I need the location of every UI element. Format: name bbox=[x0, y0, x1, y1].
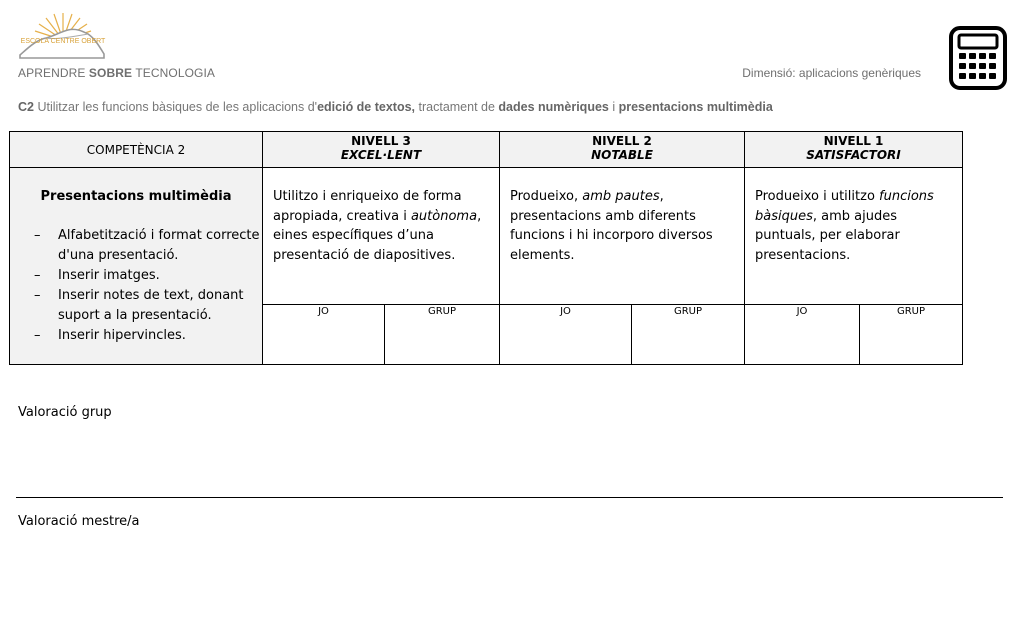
topic-cell bbox=[10, 168, 263, 365]
level-name: SATISFACTORI bbox=[806, 148, 901, 162]
level-3-description bbox=[263, 168, 500, 305]
self-label: JO bbox=[796, 306, 808, 317]
competence-code: C2 bbox=[18, 100, 34, 114]
level-name: NOTABLE bbox=[591, 148, 653, 162]
desc-text: Utilitzo i enriqueixo de forma apropiada, creativa i bbox=[273, 189, 462, 224]
level-name: EXCEL·LENT bbox=[340, 148, 422, 162]
list-item: – Alfabetització i format correcte d'una presentació. bbox=[10, 226, 262, 266]
level-number: NIVELL 1 bbox=[823, 134, 884, 148]
dimension-label: Dimensió: aplicacions genèriques bbox=[742, 66, 921, 80]
group-assessment-cell[interactable] bbox=[860, 305, 963, 365]
list-item: – Inserir imatges. bbox=[10, 266, 262, 286]
group-label: GRUP bbox=[673, 306, 703, 317]
competence-header: COMPETÈNCIA 2 bbox=[10, 132, 263, 168]
group-label: GRUP bbox=[427, 306, 457, 317]
desc-emphasis: amb pautes bbox=[582, 189, 660, 204]
self-assessment-cell[interactable] bbox=[263, 305, 385, 365]
group-assessment-cell[interactable] bbox=[385, 305, 500, 365]
list-item: – Inserir notes de text, donant suport a la presentació. bbox=[10, 286, 262, 326]
teacher-evaluation-label: Valoració mestre/a bbox=[18, 514, 140, 529]
statement-text: i bbox=[608, 100, 619, 114]
group-assessment-cell[interactable] bbox=[632, 305, 745, 365]
divider bbox=[16, 497, 1003, 498]
desc-emphasis: autònoma bbox=[410, 208, 478, 224]
brand-title bbox=[18, 66, 215, 80]
statement-bold: dades numèriques bbox=[498, 100, 609, 114]
list-item: – Inserir hipervincles. bbox=[10, 326, 262, 346]
brand-prefix: APRENDRE bbox=[18, 66, 89, 80]
self-assessment-cell[interactable] bbox=[745, 305, 860, 365]
self-label: JO bbox=[560, 306, 571, 317]
level-1-header bbox=[745, 132, 963, 168]
desc-text: , eines específiques d’una presentació de diapositives. bbox=[273, 208, 482, 263]
competence-statement bbox=[18, 100, 773, 114]
desc-text: , amb ajudes puntuals, per elaborar presentacions. bbox=[755, 208, 900, 263]
logo-lettering: ESCOLA CENTRE OBERT bbox=[20, 38, 106, 45]
group-evaluation-label: Valoració grup bbox=[18, 405, 112, 420]
desc-text: , presentacions amb diferents funcions i hi incorporo diversos elements. bbox=[510, 189, 713, 263]
level-number: NIVELL 3 bbox=[351, 134, 411, 148]
desc-text: Produeixo, bbox=[510, 189, 583, 204]
school-logo bbox=[16, 10, 111, 65]
level-number: NIVELL 2 bbox=[592, 134, 652, 148]
calculator-icon bbox=[948, 26, 1008, 90]
level-2-description bbox=[500, 168, 745, 305]
statement-text: tractament de bbox=[415, 100, 499, 114]
self-assessment-cell[interactable] bbox=[500, 305, 632, 365]
brand-suffix: TECNOLOGIA bbox=[132, 66, 216, 80]
desc-emphasis: funcions bàsiques bbox=[755, 189, 934, 224]
desc-text: Produeixo i utilitzo bbox=[755, 189, 880, 204]
level-2-header bbox=[500, 132, 745, 168]
group-label: GRUP bbox=[896, 306, 926, 317]
statement-text: Utilitzar les funcions bàsiques de les aplicacions d' bbox=[33, 100, 318, 114]
self-label: JO bbox=[318, 306, 329, 317]
rubric-table bbox=[9, 131, 963, 365]
brand-bold: SOBRE bbox=[88, 66, 133, 80]
topic-title: Presentacions multimèdia bbox=[40, 189, 232, 204]
level-1-description bbox=[745, 168, 963, 305]
statement-bold: presentacions multimèdia bbox=[618, 100, 773, 114]
level-3-header bbox=[263, 132, 500, 168]
topic-list bbox=[10, 226, 262, 346]
statement-bold: edició de textos, bbox=[317, 100, 416, 114]
